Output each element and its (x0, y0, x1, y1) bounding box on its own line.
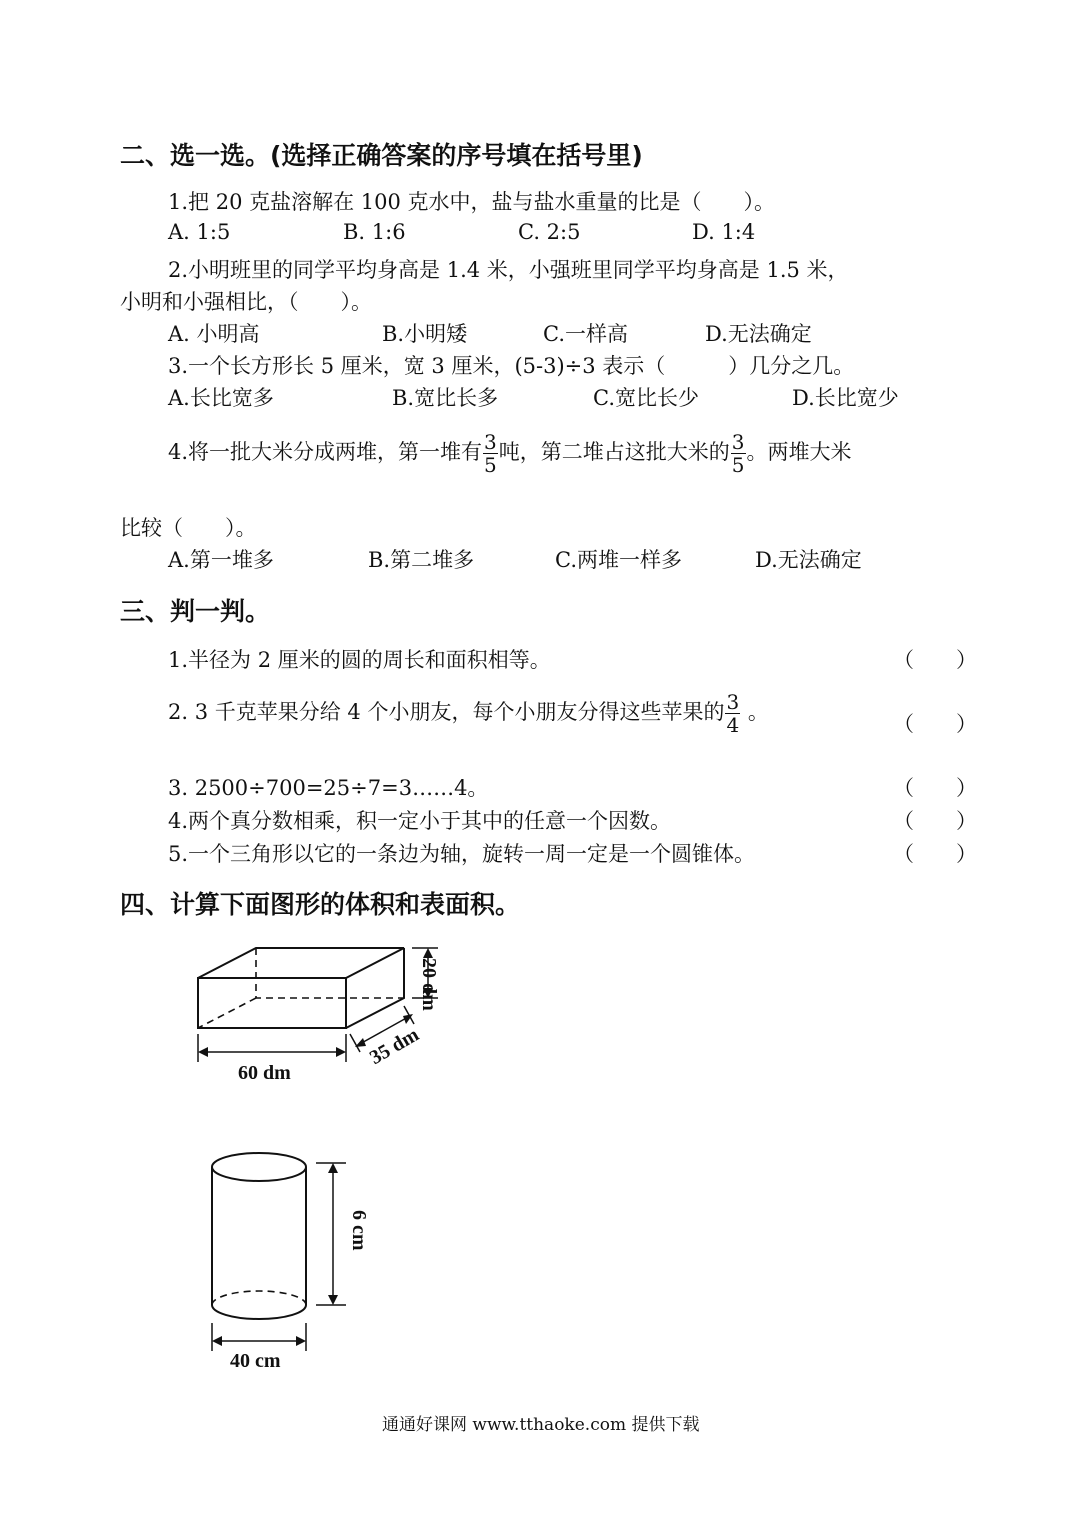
q2-4-text-part1: 4.将一批大米分成两堆，第一堆有 (168, 440, 483, 464)
cuboid-front-face (198, 978, 346, 1028)
cuboid-right-face (346, 948, 404, 1028)
section-3-heading: 三、判一判。 (120, 597, 271, 626)
q2-4-option-b: B.第二堆多 (368, 548, 475, 572)
q2-2-option-a: A. 小明高 (168, 322, 260, 346)
fraction-numerator: 3 (731, 430, 745, 454)
q2-1-option-a: A. 1:5 (168, 220, 231, 244)
cylinder-bottom-hidden (212, 1291, 306, 1305)
answer-paren: （ ） (893, 648, 977, 672)
section-2-heading: 二、选一选。(选择正确答案的序号填在括号里) (120, 141, 643, 170)
question-2-3: 3.一个长方形长 5 厘米，宽 3 厘米，(5-3)÷3 表示（ ）几分之几。 (168, 354, 855, 378)
judge-item-1: 1.半径为 2 厘米的圆的周长和面积相等。 (168, 648, 551, 672)
answer-paren: （ ） (893, 809, 977, 833)
page-footer: 通通好课网 www.tthaoke.com 提供下载 (382, 1415, 700, 1435)
judge-item-2-fraction (725, 692, 740, 735)
q2-3-option-a: A.长比宽多 (168, 386, 274, 410)
fraction-denominator: 4 (726, 713, 740, 737)
q2-4-fraction-2 (731, 432, 746, 475)
q2-4-option-a: A.第一堆多 (168, 548, 274, 572)
fraction-denominator: 5 (731, 453, 745, 477)
cylinder-figure (200, 1145, 360, 1375)
q2-1-option-d: D. 1:4 (692, 220, 756, 244)
answer-paren: （ ） (893, 712, 977, 736)
answer-paren: （ ） (893, 842, 977, 866)
cylinder-top-ellipse (212, 1153, 306, 1181)
judge-item-2-text: 2. 3 千克苹果分给 4 个小朋友，每个小朋友分得这些苹果的 (168, 700, 725, 724)
cuboid-length-label: 60 dm (238, 1062, 291, 1084)
cylinder-diameter-label: 40 cm (230, 1350, 281, 1372)
q2-3-option-b: B.宽比长多 (392, 386, 499, 410)
cuboid-height-label: 20 dm (418, 958, 440, 1011)
q2-3-option-d: D.长比宽少 (792, 386, 899, 410)
fraction-numerator: 3 (726, 690, 740, 714)
q2-2-option-b: B.小明矮 (382, 322, 468, 346)
section-4-heading: 四、计算下面图形的体积和表面积。 (120, 890, 521, 919)
q2-4-option-d: D.无法确定 (755, 548, 862, 572)
cuboid-top-face (198, 948, 404, 978)
judge-item-3: 3. 2500÷700=25÷7=3……4。 (168, 776, 489, 800)
q2-2-option-d: D.无法确定 (705, 322, 812, 346)
cuboid-hidden-edge-depth (198, 998, 256, 1028)
q2-4-text-part2: 吨，第二堆占这批大米的 (498, 440, 730, 464)
question-2-2-line2: 小明和小强相比，（ ）。 (120, 290, 372, 314)
answer-paren: （ ） (893, 776, 977, 800)
judge-item-2 (168, 692, 769, 735)
q2-4-fraction-1 (483, 432, 498, 475)
q2-4-text-part3: 。两堆大米 (746, 440, 852, 464)
cuboid-hidden-edges (256, 948, 404, 998)
cylinder-height-label: 6 cm (348, 1210, 370, 1251)
question-2-2-line1: 2.小明班里的同学平均身高是 1.4 米，小强班里同学平均身高是 1.5 米， (168, 258, 849, 282)
cuboid-width-label: 35 dm (366, 1023, 423, 1070)
question-2-4-line2: 比较（ ）。 (120, 516, 257, 540)
q2-1-option-b: B. 1:6 (343, 220, 406, 244)
q2-4-option-c: C.两堆一样多 (555, 548, 682, 572)
judge-item-2-tail: 。 (747, 700, 769, 724)
cylinder-bottom-front (212, 1305, 306, 1319)
fraction-denominator: 5 (484, 453, 497, 477)
q2-2-option-c: C.一样高 (543, 322, 628, 346)
q2-1-option-c: C. 2:5 (518, 220, 581, 244)
judge-item-5: 5.一个三角形以它的一条边为轴，旋转一周一定是一个圆锥体。 (168, 842, 756, 866)
question-2-1: 1.把 20 克盐溶解在 100 克水中，盐与盐水重量的比是（ ）。 (168, 190, 776, 214)
question-2-4-line1 (168, 432, 852, 475)
judge-item-4: 4.两个真分数相乘，积一定小于其中的任意一个因数。 (168, 809, 672, 833)
q2-3-option-c: C.宽比长少 (593, 386, 699, 410)
fraction-numerator: 3 (484, 430, 497, 454)
